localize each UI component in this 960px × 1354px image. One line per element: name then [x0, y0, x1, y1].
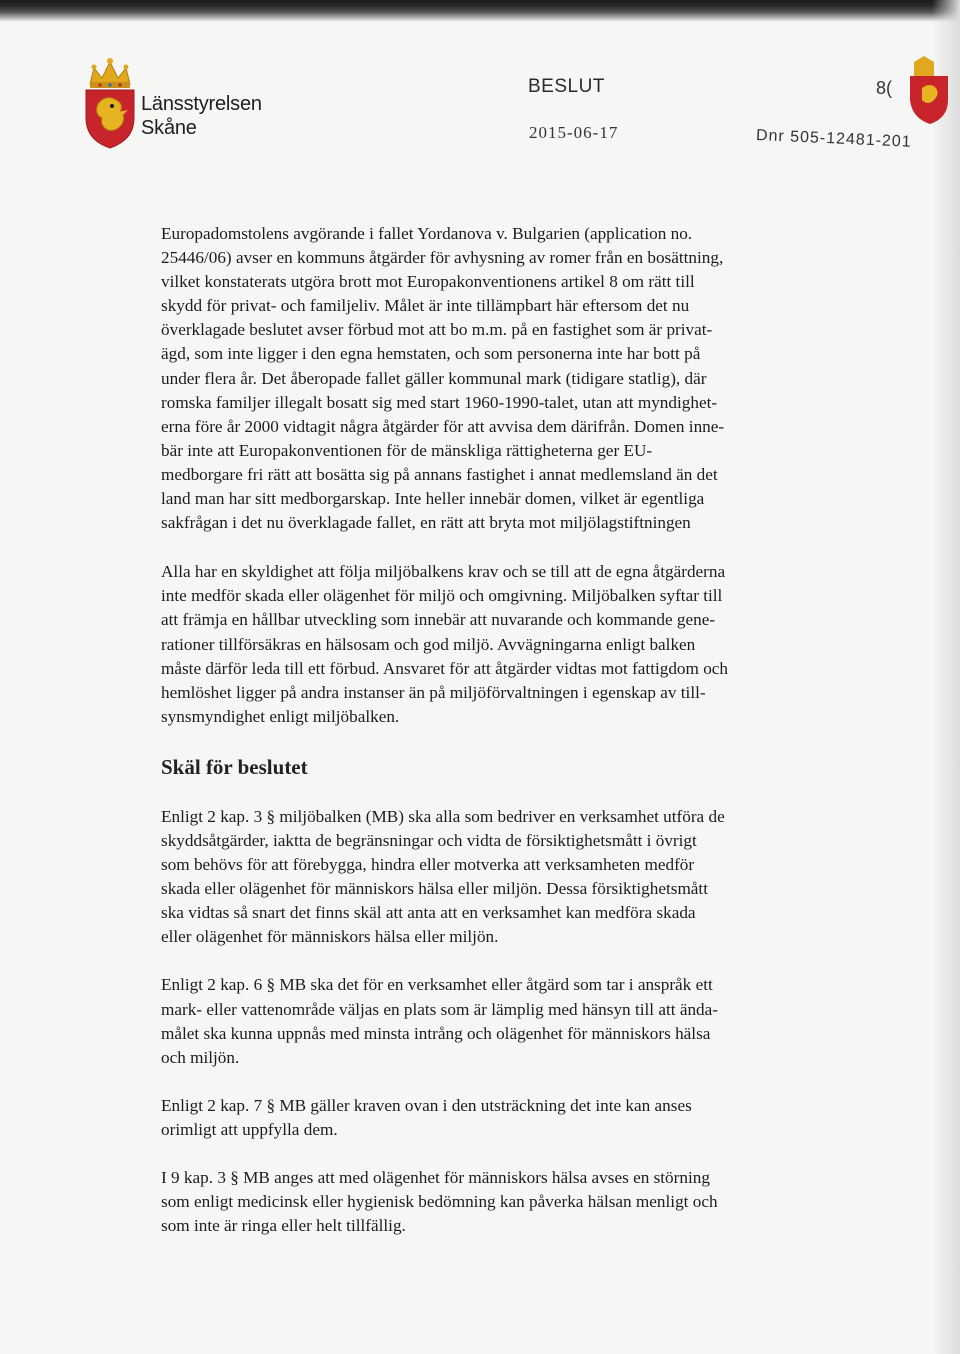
text-line: Europadomstolens avgörande i fallet Yordanova v. Bulgarien (application no. — [161, 224, 693, 243]
text-line: överklagade beslutet avser förbud mot att bo m.m. på en fastighet som är privat- — [161, 320, 713, 340]
text-line: Enligt 2 kap. 6 § MB ska det för en verksamhet eller åtgärd som tar i anspråk ett — [161, 975, 713, 995]
scan-edge-right — [932, 0, 960, 1354]
section-heading: Skäl för beslutet — [161, 754, 308, 779]
text-line: Alla har en skyldighet att följa miljöbalkens krav och se till att de egna åtgärderna — [161, 562, 726, 582]
paragraph-2-kap-6 — [161, 973, 811, 1069]
paragraph-9-kap-3 — [161, 1166, 811, 1238]
text-line: att främja en hållbar utveckling som innebär att nuvarande och kommande gene- — [161, 610, 716, 630]
organization-name-line1: Länsstyrelsen — [141, 93, 262, 115]
text-line: skyddsåtgärder, iaktta de begränsningar och vidta de försiktighetsmått i övrigt — [161, 830, 697, 850]
text-line: under flera år. Det åberopade fallet gäller kommunal mark (tidigare statlig), där — [161, 368, 707, 388]
text-line: måste därför leda till ett förbud. Ansvaret för att åtgärder vidtas mot fattigdom och — [161, 658, 729, 678]
document-reference: Dnr 505-12481-201 — [755, 127, 913, 151]
text-line: 25446/06) avser en kommuns åtgärder för avhysning av romer från en bosättning, — [161, 248, 724, 268]
text-line: ska vidtas så snart det finns skäl att anta att en verksamhet kan medföra skada — [161, 903, 696, 923]
text-line: romska familjer illegalt bosatt sig med start 1960-1990-talet, utan att myndighet- — [161, 392, 718, 412]
text-line: erna före år 2000 vidtagit några åtgärder för att avvisa dem därifrån. Domen inne- — [161, 416, 725, 436]
text-line: som enligt medicinsk eller hygienisk bedömning kan påverka hälsan menligt och — [161, 1192, 718, 1212]
page-number: 8( — [876, 78, 893, 98]
text-line: bär inte att Europakonventionen för de mänskliga rättigheterna ger EU- — [161, 440, 653, 460]
organization-name-line2: Skåne — [141, 117, 197, 139]
text-line: eller olägenhet för människors hälsa eller miljön. — [161, 927, 499, 947]
text-line: medborgare fri rätt att bosätta sig på annans fastighet i annat medlemsland än det — [161, 464, 718, 484]
text-line: orimligt att uppfylla dem. — [161, 1119, 338, 1139]
text-line: skada eller olägenhet för människors hälsa eller miljön. Dessa försiktighetsmått — [161, 879, 708, 899]
text-line: som behövs för att förebygga, hindra eller motverka att verksamheten medför — [161, 855, 695, 875]
document-date: 2015-06-17 — [529, 123, 619, 142]
text-line: synsmyndighet enligt miljöbalken. — [161, 706, 400, 726]
text-line: Enligt 2 kap. 3 § miljöbalken (MB) ska alla som bedriver en verksamhet utföra de — [161, 806, 725, 826]
paragraph-ruling-reference — [161, 222, 811, 535]
paragraph-2-kap-7 — [161, 1094, 811, 1142]
text-line: I 9 kap. 3 § MB anges att med olägenhet för människors hälsa avses en störning — [161, 1168, 710, 1187]
text-line: Enligt 2 kap. 7 § MB gäller kraven ovan i den utsträckning det inte kan anses — [161, 1095, 692, 1115]
text-line: hemlöshet ligger på andra instanser än på miljöförvaltningen i egenskap av till- — [161, 682, 706, 702]
text-line: rationer tillförsäkras en hälsosam och god miljö. Avvägningarna enligt balken — [161, 634, 696, 654]
text-line: inte medför skada eller olägenhet för miljö och omgivning. Miljöbalken syftar till — [161, 586, 723, 606]
text-line: och miljön. — [161, 1047, 240, 1067]
text-line: land man har sitt medborgarskap. Inte heller innebär domen, vilket är egentliga — [161, 489, 705, 509]
text-line: sakfrågan i det nu överklagade fallet, en rätt att bryta mot miljölagstiftningen — [161, 513, 691, 533]
organization-name — [141, 92, 262, 140]
paragraph-2-kap-3 — [161, 805, 811, 950]
text-line: målet ska kunna uppnås med minsta intrång och olägenhet för människors hälsa — [161, 1023, 711, 1043]
text-line: skydd för privat- och familjeliv. Målet är inte tillämpbart här eftersom det nu — [161, 296, 690, 316]
paragraph-environmental-duty — [161, 560, 811, 729]
scan-edge-top — [0, 0, 960, 22]
coat-of-arms-logo — [80, 54, 140, 150]
document-type: BESLUT — [528, 76, 605, 97]
text-line: mark- eller vattenområde väljas en plats som är lämplig med hänsyn till att ända- — [161, 999, 718, 1019]
text-line: som inte är ringa eller helt tillfällig. — [161, 1216, 406, 1236]
document-body — [161, 222, 811, 1238]
text-line: vilket konstaterats utgöra brott mot Europakonventionens artikel 8 om rätt till — [161, 272, 695, 292]
text-line: ägd, som inte ligger i den egna hemstaten, och som personerna inte har bott på — [161, 344, 701, 364]
stamp-seal-icon — [900, 56, 950, 126]
